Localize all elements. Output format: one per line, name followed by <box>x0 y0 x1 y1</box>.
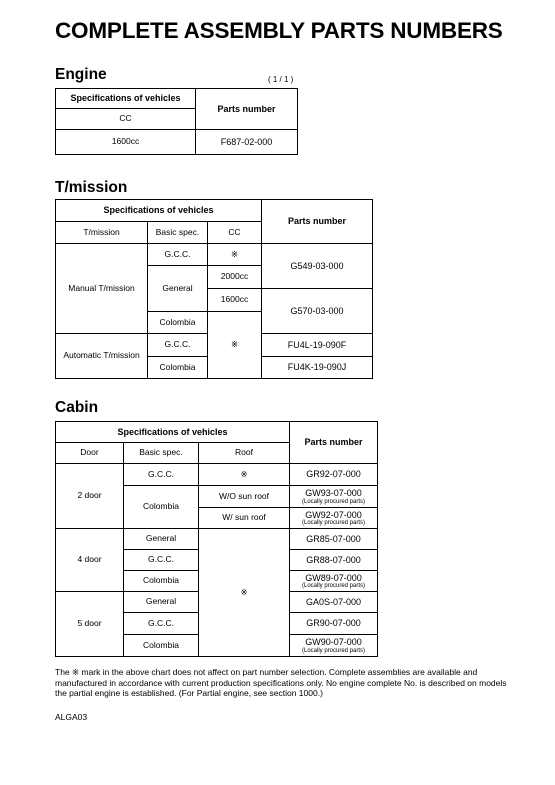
cabin-general-label: General <box>124 592 199 613</box>
engine-part-number: F687-02-000 <box>196 130 298 155</box>
cabin-colombia-label: Colombia <box>124 571 199 592</box>
cabin-part-number <box>290 486 378 508</box>
cabin-part-number <box>290 508 378 529</box>
cabin-colombia-label: Colombia <box>124 635 199 657</box>
footnote: The ※ mark in the above chart does not affect on part number selection. Complete assemblies are available and manufactured in accordance with current production specifications only. No engine complete No. is described on models the partial engine is established. (For Partial engine, see section 1000.) <box>55 667 507 699</box>
tmission-part-number: FU4L-19-090F <box>262 334 373 357</box>
engine-table <box>55 88 298 155</box>
cabin-door-label: 5 door <box>56 592 124 657</box>
tmission-part-number: G570-03-000 <box>262 289 373 334</box>
engine-cc-header: CC <box>56 109 196 130</box>
cabin-part-number <box>290 635 378 657</box>
cabin-part-number: GR85-07-000 <box>290 529 378 550</box>
cabin-part-header: Parts number <box>290 422 378 464</box>
cabin-table <box>55 421 378 657</box>
tmission-general-label: General <box>148 266 208 312</box>
engine-part-header: Parts number <box>196 89 298 130</box>
cabin-roof-value: W/O sun roof <box>199 486 290 508</box>
cabin-part-number: GR88-07-000 <box>290 550 378 571</box>
tmission-mark: ※ <box>208 312 262 379</box>
cabin-general-label: General <box>124 529 199 550</box>
cabin-part-code: GW89-07-000 <box>305 572 362 583</box>
engine-spec-header: Specifications of vehicles <box>56 89 196 109</box>
page-indicator: ( 1 / 1 ) <box>268 75 294 84</box>
cabin-heading: Cabin <box>55 399 99 416</box>
cabin-gcc-label: G.C.C. <box>124 550 199 571</box>
tmission-colombia-label: Colombia <box>148 357 208 379</box>
cabin-basic-header: Basic spec. <box>124 443 199 464</box>
locally-procured-note: (Locally procured parts) <box>301 583 366 590</box>
tmission-part-header: Parts number <box>262 200 373 244</box>
tmission-spec-header: Specifications of vehicles <box>56 200 262 222</box>
cabin-gcc-label: G.C.C. <box>124 464 199 486</box>
document-code: ALGA03 <box>55 712 88 722</box>
cabin-part-number: GR92-07-000 <box>290 464 378 486</box>
tmission-automatic-label: Automatic T/mission <box>56 334 148 379</box>
cabin-part-number: GA0S-07-000 <box>290 592 378 613</box>
tmission-part-number: FU4K-19-090J <box>262 357 373 379</box>
tmission-cc-value: 1600cc <box>208 289 262 312</box>
cabin-part-code: GW93-07-000 <box>305 488 362 499</box>
cabin-door-header: Door <box>56 443 124 464</box>
cabin-spec-header: Specifications of vehicles <box>56 422 290 443</box>
locally-procured-note: (Locally procured parts) <box>301 498 366 505</box>
page-title: COMPLETE ASSEMBLY PARTS NUMBERS <box>55 18 503 43</box>
tmission-basic-header: Basic spec. <box>148 222 208 244</box>
locally-procured-note: (Locally procured parts) <box>301 647 366 654</box>
tmission-colombia-label: Colombia <box>148 312 208 334</box>
cabin-roof-header: Roof <box>199 443 290 464</box>
tmission-gcc-label: G.C.C. <box>148 244 208 266</box>
cabin-part-number: GR90-07-000 <box>290 613 378 635</box>
cabin-door-label: 4 door <box>56 529 124 592</box>
engine-heading: Engine <box>55 66 107 83</box>
cabin-door-label: 2 door <box>56 464 124 529</box>
locally-procured-note: (Locally procured parts) <box>301 520 366 527</box>
cabin-mark: ※ <box>199 529 290 657</box>
tmission-type-header: T/mission <box>56 222 148 244</box>
cabin-part-number <box>290 571 378 592</box>
tmission-gcc-label: G.C.C. <box>148 334 208 357</box>
cabin-part-code: GW90-07-000 <box>305 637 362 648</box>
cabin-part-code: GW92-07-000 <box>305 509 362 520</box>
cabin-mark: ※ <box>199 464 290 486</box>
tmission-cc-value: 2000cc <box>208 266 262 289</box>
tmission-table <box>55 199 373 379</box>
engine-cc-value: 1600cc <box>56 130 196 155</box>
cabin-roof-value: W/ sun roof <box>199 508 290 529</box>
tmission-mark: ※ <box>208 244 262 266</box>
tmission-part-number: G549-03-000 <box>262 244 373 289</box>
tmission-heading: T/mission <box>55 179 128 196</box>
tmission-cc-header: CC <box>208 222 262 244</box>
cabin-gcc-label: G.C.C. <box>124 613 199 635</box>
cabin-colombia-label: Colombia <box>124 486 199 529</box>
tmission-manual-label: Manual T/mission <box>56 244 148 334</box>
